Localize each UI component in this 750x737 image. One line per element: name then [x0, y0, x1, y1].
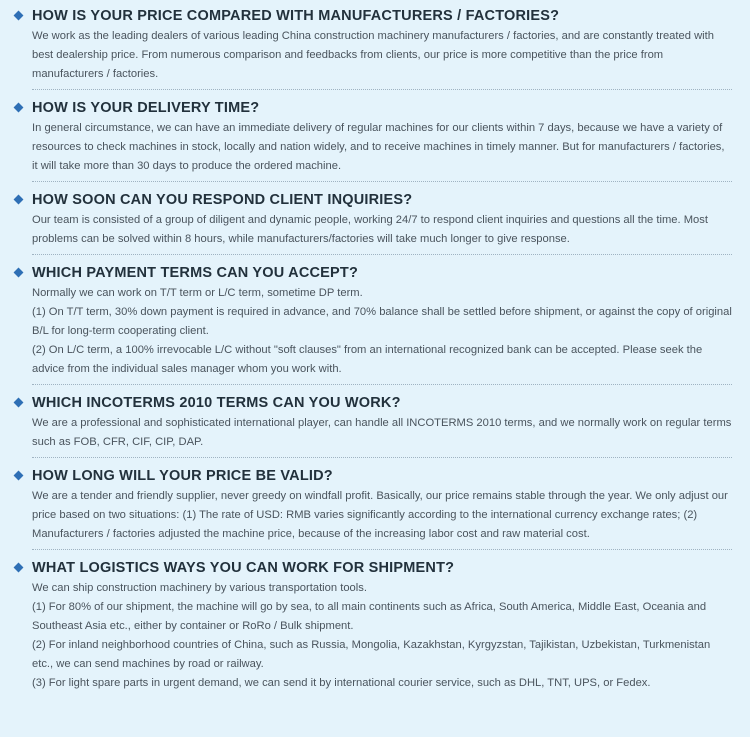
- faq-question-text: HOW LONG WILL YOUR PRICE BE VALID?: [32, 468, 333, 484]
- faq-answer: [32, 284, 732, 379]
- faq-answer-line: (3) For light spare parts in urgent demand, we can send it by international courier service, such as DHL, TNT, UPS, or Fedex.: [32, 677, 651, 689]
- faq-question: [32, 98, 732, 118]
- faq-question: [32, 466, 732, 486]
- diamond-bullet-icon: [14, 11, 24, 21]
- faq-answer-line: We are a tender and friendly supplier, never greedy on windfall profit. Basically, our price remains stable through the year. We only adjust our price based on two situations: (1) The rate of USD: RMB varies significantly according to the international currency exchange rates; (2) Manufacturers / factories adjusted the machine price, because of the increasing labor cost and raw material cost.: [32, 490, 728, 540]
- faq-answer-line: We can ship construction machinery by various transportation tools.: [32, 582, 367, 594]
- faq-answer: [32, 211, 732, 249]
- diamond-bullet-icon: [14, 195, 24, 205]
- faq-answer-line: We work as the leading dealers of various leading China construction machinery manufacturers / factories, and are constantly treated with best dealership price. From numerous comparison and feedbacks from clients, our price is more competitive than the price from manufacturers / factories.: [32, 30, 714, 80]
- faq-question: [32, 6, 732, 26]
- diamond-bullet-icon: [14, 103, 24, 113]
- faq-question: [32, 558, 732, 578]
- faq-question-text: WHICH PAYMENT TERMS CAN YOU ACCEPT?: [32, 265, 359, 281]
- faq-answer-line: (1) On T/T term, 30% down payment is required in advance, and 70% balance shall be settled before shipment, or against the copy of original B/L for long-term cooperating client.: [32, 306, 732, 337]
- faq-question: [32, 393, 732, 413]
- faq-answer-line: (1) For 80% of our shipment, the machine will go by sea, to all main continents such as Africa, South America, Middle East, Oceania and Southeast Asia etc., either by container or RoRo / Bulk shipment.: [32, 601, 707, 632]
- faq-answer-line: We are a professional and sophisticated international player, can handle all INCOTERMS 2010 terms, and we normally work on regular terms such as FOB, CFR, CIF, CIP, DAP.: [32, 417, 732, 448]
- faq-item-delivery: [32, 98, 732, 176]
- faq-answer: [32, 119, 732, 176]
- divider: [32, 181, 732, 182]
- faq-item-validity: [32, 466, 732, 544]
- faq-answer-line: (2) For inland neighborhood countries of China, such as Russia, Mongolia, Kazakhstan, Kyrgyzstan, Tajikistan, Uzbekistan, Turkmenistan etc., we can send machines by road or railway.: [32, 639, 711, 670]
- diamond-bullet-icon: [14, 268, 24, 278]
- diamond-bullet-icon: [14, 398, 24, 408]
- faq-answer-line: Our team is consisted of a group of diligent and dynamic people, working 24/7 to respond client inquiries and questions all the time. Most problems can be solved within 8 hours, while manufacturers/factories will take much longer to give response.: [32, 214, 708, 245]
- diamond-bullet-icon: [14, 471, 24, 481]
- faq-answer: [32, 27, 732, 84]
- faq-answer-line: In general circumstance, we can have an immediate delivery of regular machines for our clients within 7 days, because we have a variety of resources to check machines in stock, locally and nation widely, and to receive machines in timely manner. But for manufacturers / factories, it will take more than 30 days to produce the ordered machine.: [32, 122, 725, 172]
- faq-question-text: HOW SOON CAN YOU RESPOND CLIENT INQUIRIES?: [32, 192, 413, 208]
- faq-answer: [32, 414, 732, 452]
- faq-answer-line: (2) On L/C term, a 100% irrevocable L/C without "soft clauses" from an international recognized bank can be accepted. Please seek the advice from the individual sales manager whom you work with.: [32, 344, 703, 375]
- diamond-bullet-icon: [14, 563, 24, 573]
- faq-item-response: [32, 190, 732, 249]
- faq-answer-line: Normally we can work on T/T term or L/C term, sometime DP term.: [32, 287, 363, 299]
- divider: [32, 89, 732, 90]
- faq-question-text: HOW IS YOUR PRICE COMPARED WITH MANUFACTURERS / FACTORIES?: [32, 8, 560, 24]
- faq-item-price: [32, 6, 732, 84]
- faq-answer: [32, 579, 732, 693]
- divider: [32, 549, 732, 550]
- faq-question: [32, 190, 732, 210]
- faq-item-logistics: [32, 558, 732, 693]
- faq-question-text: WHICH INCOTERMS 2010 TERMS CAN YOU WORK?: [32, 395, 401, 411]
- faq-question-text: WHAT LOGISTICS WAYS YOU CAN WORK FOR SHIPMENT?: [32, 560, 455, 576]
- divider: [32, 254, 732, 255]
- divider: [32, 384, 732, 385]
- faq-question-text: HOW IS YOUR DELIVERY TIME?: [32, 100, 260, 116]
- faq-item-payment: [32, 263, 732, 379]
- faq-answer: [32, 487, 732, 544]
- divider: [32, 457, 732, 458]
- faq-item-incoterms: [32, 393, 732, 452]
- faq-question: [32, 263, 732, 283]
